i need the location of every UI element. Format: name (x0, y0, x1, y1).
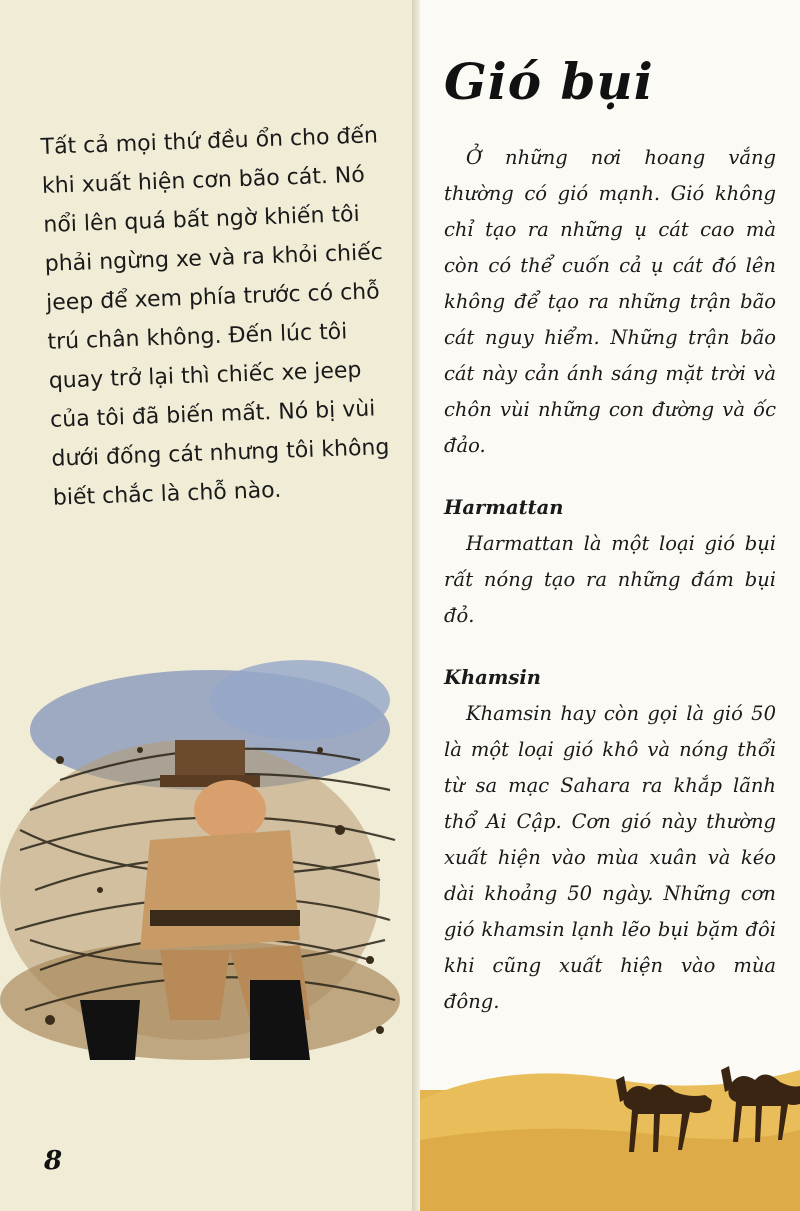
right-page (420, 0, 800, 1211)
story-paragraph: Tất cả mọi thứ đều ổn cho đến khi xuất hiện cơn bão cát. Nó nổi lên quá bất ngờ khiến tôi phải ngừng xe và ra khỏi chiếc jeep để xem phía trước có chỗ trú chân không. Đến lúc tôi quay trở lại thì chiếc xe jeep của tôi đã biến mất. Nó bị vùi dưới đống cát nhưng tôi không biết chắc là chỗ nào. (40, 123, 390, 511)
section-heading-harmattan: Harmattan (444, 496, 564, 519)
story-text (40, 116, 403, 518)
intro-paragraph: Ở những nơi hoang vắng thường có gió mạnh. Gió không chỉ tạo ra những ụ cát cao mà còn có thể cuốn cả ụ cát đó lên không để tạo ra những trận bão cát nguy hiểm. Những trận bão cát này cản ánh sáng mặt trời và chôn vùi những con đường và ốc đảo. (444, 146, 776, 457)
sandstorm-illustration (0, 640, 410, 1080)
desert-camels-illustration (420, 1040, 800, 1211)
section-text-harmattan: Harmattan là một loại gió bụi rất nóng tạo ra những đám bụi đỏ. (444, 532, 776, 627)
page-title: Gió bụi (444, 52, 654, 111)
page-number: 8 (44, 1146, 63, 1176)
article-body (444, 140, 776, 1020)
section-text-khamsin: Khamsin hay còn gọi là gió 50 là một loại gió khô và nóng thổi từ sa mạc Sahara ra khắp lãnh thổ Ai Cập. Cơn gió này thường xuất hiện vào mùa xuân và kéo dài khoảng 50 ngày. Những cơn gió khamsin lạnh lẽo bụi bặm đôi khi cũng xuất hiện vào mùa đông. (444, 702, 776, 1013)
section-heading-khamsin: Khamsin (444, 666, 541, 689)
